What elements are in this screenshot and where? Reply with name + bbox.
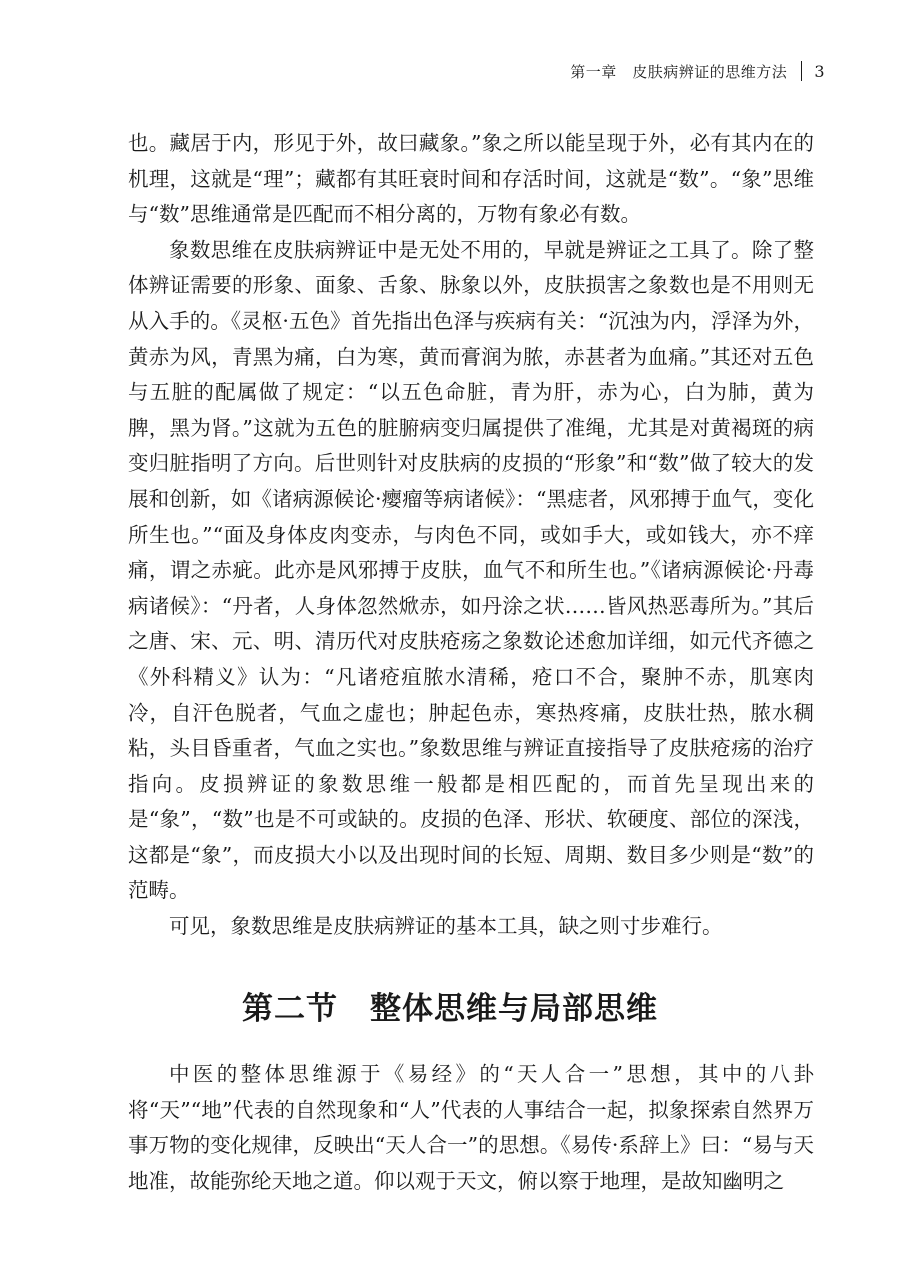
running-header (570, 58, 825, 84)
paragraph-continued: 也。藏居于内，形见于外，故曰藏象。”象之所以能呈现于外，必有其内在的机理，这就是“理”；藏都有其旺衰时间和存活时间，这就是“数”。“象”思维与“数”思维通常是匹配而不相分离的，万物有象必有数。 (128, 131, 814, 227)
paragraph: 可见，象数思维是皮肤病辨证的基本工具，缺之则寸步难行。 (169, 914, 723, 939)
body-text-bottom (128, 1057, 814, 1199)
chapter-title: 第一章 皮肤病辨证的思维方法 (570, 62, 788, 81)
section-heading: 第二节 整体思维与局部思维 (242, 990, 658, 1027)
page-number: 3 (814, 61, 825, 81)
body-text-top (128, 126, 814, 945)
paragraph: 象数思维在皮肤病辨证中是无处不用的，早就是辨证之工具了。除了整体辨证需要的形象、面象、舌象、脉象以外，皮肤损害之象数也是不用则无从入手的。《灵枢·五色》首先指出色泽与疾病有关：“沉浊为内，浮泽为外，黄赤为风，青黑为痛，白为寒，黄而膏润为脓，赤甚者为血痛。”其还对五色与五脏的配属做了规定：“以五色命脏，青为肝，赤为心，白为肺，黄为脾，黑为肾。”这就为五色的脏腑病变归属提供了准绳，尤其是对黄褐斑的病变归脏指明了方向。后世则针对皮肤病的皮损的“形象”和“数”做了较大的发展和创新，如《诸病源候论·瘿瘤等病诸候》：“黑痣者，风邪搏于血气，变化所生也。”“面及身体皮肉变赤，与肉色不同，或如手大，或如钱大，亦不痒痛，谓之赤疵。此亦是风邪搏于皮肤，血气不和所生也。”《诸病源候论·丹毒病诸候》：“丹者，人身体忽然焮赤，如丹涂之状……皆风热恶毒所为。”其后之唐、宋、元、明、清历代对皮肤疮疡之象数论述愈加详细，如元代齐德之《外科精义》认为：“凡诸疮疽脓水清稀，疮口不合，聚肿不赤，肌寒肉冷，自汗色脱者，气血之虚也；肿起色赤，寒热疼痛，皮肤壮热，脓水稠粘，头目昏重者，气血之实也。”象数思维与辨证直接指导了皮肤疮疡的治疗指向。皮损辨证的象数思维一般都是相匹配的，而首先呈现出来的是“象”，“数”也是不可或缺的。皮损的色泽、形状、软硬度、部位的深浅，这都是“象”，而皮损大小以及出现时间的长短、周期、数目多少则是“数”的范畴。 (128, 237, 814, 903)
header-divider (801, 61, 802, 81)
paragraph: 中医的整体思维源于《易经》的“天人合一”思想，其中的八卦将“天”“地”代表的自然现象和“人”代表的人事结合一起，拟象探索自然界万事万物的变化规律，反映出“天人合一”的思想。《易传·系辞上》曰：“易与天地准，故能弥纶天地之道。仰以观于天文，俯以察于地理，是故知幽明之 (128, 1062, 814, 1193)
